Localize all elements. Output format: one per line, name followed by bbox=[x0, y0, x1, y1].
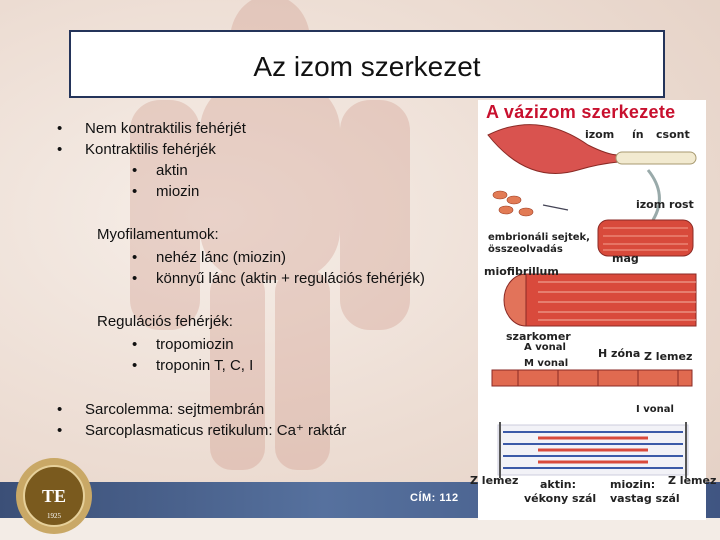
list-item bbox=[57, 139, 437, 160]
figure-title: A vázizom szerkezete bbox=[486, 102, 676, 122]
list-item bbox=[57, 420, 457, 441]
bullet-marker: • bbox=[132, 183, 138, 200]
bone-shape bbox=[616, 152, 696, 164]
label-z-lemez-top: Z lemez bbox=[644, 350, 693, 363]
list-item-label: aktin bbox=[156, 162, 188, 179]
label-aktin: aktin: bbox=[540, 478, 576, 491]
arrow-shape bbox=[543, 205, 568, 210]
bullet-marker: • bbox=[132, 336, 138, 353]
myofilament-list bbox=[57, 247, 457, 289]
label-osszeolvadas: összeolvadás bbox=[488, 244, 563, 255]
list-item bbox=[57, 160, 437, 181]
list-item-label: Kontraktilis fehérjék bbox=[85, 141, 216, 158]
bullet-marker: • bbox=[57, 422, 63, 439]
label-szarkomer: szarkomer bbox=[506, 330, 571, 343]
label-h-zona: H zóna bbox=[598, 347, 641, 360]
list-item bbox=[57, 247, 457, 268]
list-item bbox=[57, 399, 457, 420]
university-logo bbox=[14, 456, 94, 536]
arrow-shape bbox=[648, 170, 659, 220]
label-miozin: miozin: bbox=[610, 478, 656, 491]
label-csont: csont bbox=[656, 128, 690, 141]
bullet-marker: • bbox=[132, 249, 138, 266]
bullet-marker: • bbox=[132, 357, 138, 374]
label-miofibrillum: miofibrillum bbox=[484, 265, 559, 278]
bullet-marker: • bbox=[57, 120, 63, 137]
top-bullet-list bbox=[57, 118, 437, 202]
sarcomere-band bbox=[492, 370, 692, 386]
label-embrionali: embrionáli sejtek, bbox=[488, 232, 590, 243]
label-m-vonal: M vonal bbox=[524, 358, 569, 369]
bottom-bullet-list bbox=[57, 399, 457, 441]
regulatory-heading: Regulációs fehérjék: bbox=[97, 313, 233, 330]
filament-diagram bbox=[498, 422, 688, 478]
bottom-band bbox=[0, 518, 720, 540]
list-item-label: könnyű lánc (aktin + regulációs fehérjék) bbox=[156, 270, 425, 287]
list-item-label: nehéz lánc (miozin) bbox=[156, 249, 287, 266]
list-item bbox=[57, 268, 457, 289]
list-item-label: Sarcolemma: sejtmembrán bbox=[85, 401, 265, 418]
list-item bbox=[57, 334, 457, 355]
myofilament-heading: Myofilamentumok: bbox=[97, 226, 219, 243]
label-izom: izom bbox=[585, 128, 615, 141]
label-i-vonal: I vonal bbox=[636, 404, 674, 415]
label-z-lemez-left: Z lemez bbox=[470, 474, 519, 487]
title-box bbox=[69, 30, 665, 98]
embryonic-cells bbox=[493, 191, 533, 216]
logo-year: 1925 bbox=[47, 512, 61, 520]
label-a-vonal: A vonal bbox=[524, 342, 566, 353]
label-z-lemez-right: Z lemez bbox=[668, 474, 717, 487]
logo-text: TE bbox=[41, 486, 67, 506]
regulatory-list bbox=[57, 334, 457, 376]
list-item-label: Sarcoplasmaticus retikulum: Ca⁺ raktár bbox=[85, 422, 347, 439]
myofibril-bundle bbox=[504, 274, 696, 326]
label-vekony-szal: vékony szál bbox=[524, 492, 597, 505]
list-item-label: tropomiozin bbox=[156, 336, 234, 353]
list-item-label: troponin T, C, I bbox=[156, 357, 254, 374]
bullet-marker: • bbox=[132, 270, 138, 287]
bullet-marker: • bbox=[57, 141, 63, 158]
muscle-structure-illustration bbox=[478, 100, 706, 520]
bullet-marker: • bbox=[57, 401, 63, 418]
list-item-label: Nem kontraktilis fehérjét bbox=[85, 120, 246, 137]
label-izom-rost: izom rost bbox=[636, 198, 694, 211]
label-mag: mag bbox=[612, 252, 639, 265]
list-item bbox=[57, 118, 437, 139]
list-item-label: miozin bbox=[156, 183, 200, 200]
list-item bbox=[57, 181, 437, 202]
label-in: ín bbox=[632, 128, 644, 141]
list-item bbox=[57, 355, 457, 376]
bullet-marker: • bbox=[132, 162, 138, 179]
muscle-fiber bbox=[598, 220, 693, 256]
footer-text: CÍM: 112 bbox=[410, 492, 459, 504]
label-vastag-szal: vastag szál bbox=[610, 492, 680, 505]
slide-title: Az izom szerkezet bbox=[253, 51, 481, 82]
